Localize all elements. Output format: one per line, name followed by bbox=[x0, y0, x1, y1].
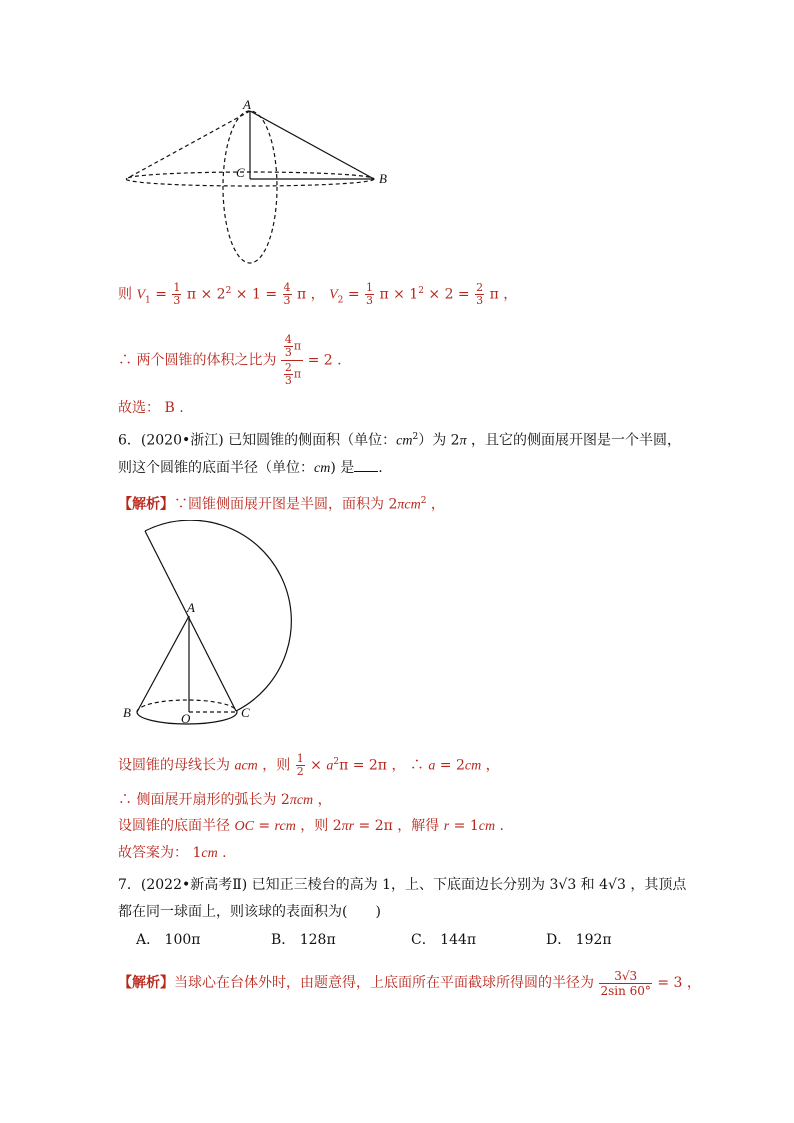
volume-line: 则 $V_1$ = $\frac{1}{3}$ $\pi \times 2^2 \times 1$ = $\frac{4}{3}$ π ， $V_2$ = $\frac{1}{3}$ $\pi \times 1^2 \times 2$ = $\frac{2}{3}$ π ， bbox=[118, 281, 518, 308]
solution-6-line-3: ∴ 侧面展开扇形的弧长为 2πcm ， bbox=[118, 792, 332, 808]
option-b[interactable]: B． 128π bbox=[271, 932, 336, 948]
answer-blank[interactable] bbox=[354, 457, 378, 472]
answer-q5: 故选： B . bbox=[118, 400, 184, 416]
solution-6-line-2: 设圆锥的母线长为 acm ，则 $\frac{1}{2}$ × $a^2\pi = 2\pi$ ， ∴ a = 2cm ， bbox=[118, 752, 500, 779]
solution-6-line-4: 设圆锥的底面半径 OC = rcm ，则 2πr = 2π ，解得 r = 1cm . bbox=[118, 818, 504, 834]
question-7-line-2: 都在同一球面上，则该球的表面积为( ) bbox=[118, 904, 381, 920]
cone-figure-2 bbox=[115, 520, 315, 730]
label-o2: O bbox=[181, 711, 191, 726]
solution-6-line-1: 【解析】∵圆锥侧面展开图是半圆，面积为 2πcm$^2$ ， bbox=[118, 496, 445, 513]
slant-left bbox=[126, 111, 250, 179]
cone-figure-1 bbox=[115, 95, 405, 265]
label-b2: B bbox=[123, 705, 131, 720]
ratio-line: ∴ 两个圆锥的体积之比为 $\frac{4}{3}$ π $\frac{2}{3}$ π = 2 . bbox=[118, 333, 342, 387]
slant-ab bbox=[250, 111, 374, 179]
option-d[interactable]: D． 192π bbox=[546, 932, 612, 948]
solution-6-answer: 故答案为： 1cm . bbox=[118, 845, 227, 861]
label-a: A bbox=[243, 97, 251, 112]
cone-slant-ab bbox=[137, 616, 189, 712]
option-c[interactable]: C． 144π bbox=[411, 932, 477, 948]
label-b: B bbox=[379, 171, 387, 186]
question-6-line-1: 6．(2020•浙江) 已知圆锥的侧面积（单位：$cm^2$）为 2π ，且它的侧面展开图是一个半圆， bbox=[118, 432, 682, 449]
question-7-options bbox=[136, 930, 636, 950]
question-7-line-1: 7．(2022•新高考Ⅱ) 已知正三棱台的高为 1，上、下底面边长分别为 3√3 和 4√3 ，其顶点 bbox=[118, 877, 687, 893]
label-a2: A bbox=[187, 600, 195, 615]
label-c: C bbox=[236, 165, 245, 180]
question-6-line-2: 则这个圆锥的底面半径（单位：cm) 是 . bbox=[118, 457, 383, 479]
solution-7-line-1: 【解析】当球心在台体外时，由题意得，上底面所在平面截球所得圆的半径为 $\frac{3√3}{2\sin 60^\circ}$ = 3 ， bbox=[118, 968, 701, 998]
radius-line bbox=[145, 531, 236, 711]
option-a[interactable]: A． 100π bbox=[136, 932, 201, 948]
label-c2: C bbox=[241, 705, 250, 720]
semicircle-arc bbox=[145, 520, 291, 711]
